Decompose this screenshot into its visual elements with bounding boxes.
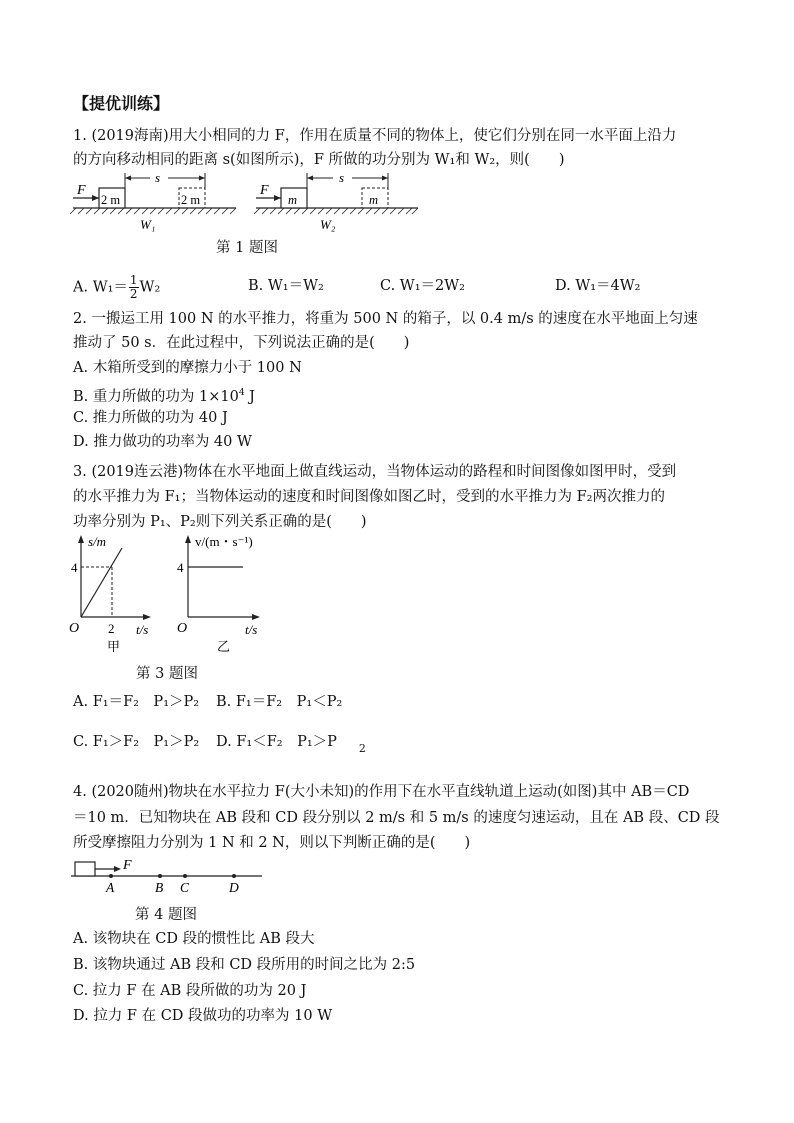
q3-graph-a <box>69 534 151 654</box>
q3-graph-b-ytick: 4 <box>177 560 184 575</box>
q3-option-a[interactable]: A. F₁＝F₂ P₁＞P₂ <box>73 694 200 710</box>
q4-force-label: F <box>123 858 132 873</box>
q4-stem-line2: ＝10 m．已知物块在 AB 段和 CD 段分别以 2 m/s 和 5 m/s 的速度匀速运动，且在 AB 段、CD 段 <box>73 810 720 826</box>
q1-left-work-label: W₁ <box>140 217 156 232</box>
q4-point-b: B <box>155 880 164 895</box>
q1-right-diagram <box>254 170 418 232</box>
q1-option-b[interactable]: B. W₁＝W₂ <box>248 278 324 294</box>
q3-graph-a-ytick: 4 <box>71 560 78 575</box>
q3-option-d[interactable] <box>216 730 366 755</box>
q1-left-diagram <box>70 170 236 232</box>
q4-point-a: A <box>106 880 115 895</box>
q3-graph-a-xlabel: t/s <box>136 622 149 637</box>
q4-stem-line3: 所受摩擦阻力分别为 1 N 和 2 N，则以下判断正确的是( ) <box>73 835 471 851</box>
q2-option-c[interactable]: C. 推力所做的功为 40 J <box>73 410 228 426</box>
q1-fraction-numerator: 1 <box>129 273 138 287</box>
q1-option-a-fraction <box>129 274 139 301</box>
q3-graph-b-origin: O <box>177 621 188 636</box>
q3-stem-line2: 的水平推力为 F₁；当物体运动的速度和时间图像如图乙时，受到的水平推力为 F₂两次推力的 <box>73 489 665 505</box>
q3-graph-a-xtick: 2 <box>108 621 115 636</box>
q2-option-d[interactable]: D. 推力做功的功率为 40 W <box>73 434 252 450</box>
q3-stem-line3: 功率分别为 P₁、P₂则下列关系正确的是( ) <box>73 514 367 530</box>
q4-option-d[interactable]: D. 拉力 F 在 CD 段做功的功率为 10 W <box>73 1008 333 1024</box>
q2-option-b-text: B. 重力所做的功为 1×10 <box>73 388 239 405</box>
q1-option-d[interactable]: D. W₁＝4W₂ <box>555 278 641 294</box>
q1-right-dashed-box-label: m <box>369 193 379 207</box>
q1-right-work-label: W₂ <box>320 217 336 232</box>
q1-figure <box>0 168 794 248</box>
q4-stem-line1: 4. (2020随州)物块在水平拉力 F(大小未知)的作用下在水平直线轨道上运动(如图)其中 AB＝CD <box>73 784 690 800</box>
q1-left-distance-label: s <box>155 170 161 185</box>
q4-point-d: D <box>229 880 239 895</box>
q3-figure <box>0 535 794 655</box>
q3-graph-b-xlabel: t/s <box>245 622 258 637</box>
q1-caption: 第 1 题图 <box>216 240 278 256</box>
q2-option-a[interactable]: A. 木箱所受到的摩擦力小于 100 N <box>73 360 302 376</box>
q4-figure <box>0 858 794 898</box>
q1-left-box-label: 2 m <box>101 193 121 207</box>
q2-option-b[interactable] <box>73 383 255 407</box>
q3-option-b[interactable]: B. F₁＝F₂ P₁＜P₂ <box>216 694 343 710</box>
q1-right-force-label: F <box>260 183 269 198</box>
q4-point-c: C <box>180 880 190 895</box>
q3-option-d-main: D. F₁＜F₂ P₁＞P <box>216 734 337 750</box>
q1-left-dashed-box-label: 2 m <box>181 193 201 207</box>
q2-option-b-unit: J <box>244 388 255 405</box>
q4-option-c[interactable]: C. 拉力 F 在 AB 段所做的功为 20 J <box>73 983 307 999</box>
q3-graph-a-ylabel: s/m <box>88 534 107 549</box>
q1-stem-line2: 的方向移动相同的距离 s(如图所示)，F 所做的功分别为 W₁和 W₂，则( ) <box>73 152 565 168</box>
q3-graph-a-line <box>81 548 122 617</box>
q3-graph-a-origin: O <box>69 621 80 636</box>
q3-graph-b-ylabel: v/(m・s⁻¹) <box>195 534 253 549</box>
q2-option-b-exponent: 4 <box>238 388 245 398</box>
q1-left-force-label: F <box>77 183 86 198</box>
q4-option-b[interactable]: B. 该物块通过 AB 段和 CD 段所用的时间之比为 2:5 <box>73 957 416 973</box>
q1-option-c[interactable]: C. W₁＝2W₂ <box>380 278 465 294</box>
q3-graph-b-name: 乙 <box>217 639 231 654</box>
q1-option-a-prefix: A. W₁＝ <box>73 279 128 296</box>
q4-option-a[interactable]: A. 该物块在 CD 段的惯性比 AB 段大 <box>73 931 315 947</box>
q1-stem-line1: 1. (2019海南)用大小相同的力 F，作用在质量不同的物体上，使它们分别在同一水平面上沿力 <box>73 128 677 144</box>
q3-caption: 第 3 题图 <box>136 666 198 682</box>
q3-graph-b <box>177 534 260 654</box>
section-heading: 【提优训练】 <box>73 94 170 113</box>
q1-right-distance-label: s <box>339 170 345 185</box>
q2-stem-line2: 推动了 50 s．在此过程中，下列说法正确的是( ) <box>73 335 410 351</box>
q1-option-a[interactable] <box>73 274 160 301</box>
q3-graph-a-name: 甲 <box>107 639 121 654</box>
q3-option-d-subscript: 2 <box>358 742 366 755</box>
q3-stem-line1: 3. (2019连云港)物体在水平地面上做直线运动，当物体运动的路程和时间图像如图甲时，受到 <box>73 464 677 480</box>
q1-fraction-denominator: 2 <box>129 287 138 301</box>
q2-stem-line1: 2. 一搬运工用 100 N 的水平推力，将重为 500 N 的箱子，以 0.4 m/s 的速度在水平地面上匀速 <box>73 311 698 327</box>
q3-option-c[interactable]: C. F₁＞F₂ P₁＞P₂ <box>73 734 200 750</box>
q1-option-a-suffix: W₂ <box>139 279 161 296</box>
q1-right-box-label: m <box>288 193 298 207</box>
q4-caption: 第 4 题图 <box>135 907 197 923</box>
